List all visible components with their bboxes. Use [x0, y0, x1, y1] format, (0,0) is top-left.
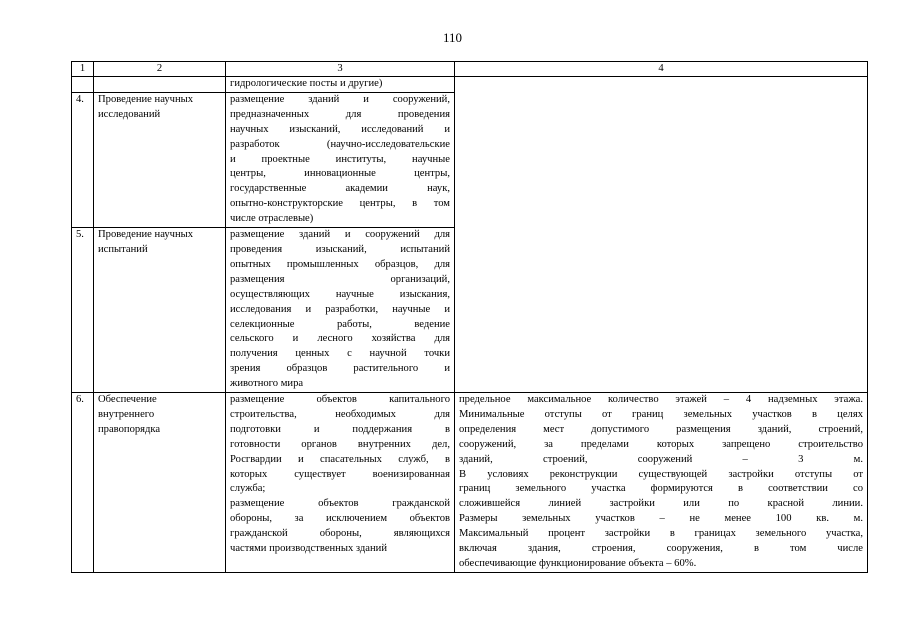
text-line: сложившейся линией застройки или по красной линии. [459, 498, 863, 510]
text-line: сооружений, за пределами которых запрещено строительство [459, 438, 863, 450]
text-line: Росгвардии и спасательных служб, в [230, 453, 450, 465]
text-line: проведения изысканий, испытаний [230, 243, 450, 255]
text-line: границ земельного участка формируются в соответствии со [459, 483, 863, 495]
text-line: обеспечивающие функционирование объекта – 60%. [459, 558, 697, 569]
text-line: исследований [98, 108, 161, 120]
cell-name [94, 92, 226, 227]
text-line: Размеры земельных участков – не менее 100 кв. м. [459, 513, 863, 525]
cell-description: гидрологические посты и другие) [226, 77, 455, 93]
table-row-continuation [72, 77, 868, 93]
text-line: центры, инновационные центры, [230, 168, 450, 180]
text-line: служба; [230, 483, 266, 495]
text-line: которых существует военизированная [230, 468, 450, 480]
text-line: зданий, строений, сооружений – 3 м. [459, 453, 863, 465]
text-line: научных изысканий, исследований и [230, 123, 450, 135]
cell-description [226, 393, 455, 573]
text-line: предельное максимальное количество этажей – 4 надземных этажа. [459, 394, 863, 406]
cell-number: 5. [72, 228, 94, 393]
text-line: внутреннего [98, 408, 155, 420]
text-line: частями производственных зданий [230, 543, 388, 555]
cell-description [226, 92, 455, 227]
text-line: селекционные работы, ведение [230, 318, 450, 330]
text-line: включая здания, строения, сооружения, в том числе [459, 543, 863, 555]
text-line: зрения образцов растительного и [230, 363, 450, 375]
text-line: размещение зданий и сооружений, [230, 93, 450, 105]
text-line: животного мира [230, 378, 304, 390]
text-line: подготовки и поддержания в [230, 423, 450, 435]
cell-number [72, 77, 94, 93]
text-line: размещение объектов капитального [230, 394, 450, 406]
column-header-3: 3 [226, 62, 455, 77]
text-line: размещение объектов гражданской [230, 498, 450, 510]
text-line: правопорядка [98, 423, 161, 435]
text-line: получения ценных с научной точки [230, 348, 450, 360]
cell-name [94, 393, 226, 573]
cell-description [226, 228, 455, 393]
text-line: числе отраслевые) [230, 213, 314, 225]
text-line: Проведение научных [98, 229, 194, 241]
text-line: строительства, необходимых для [230, 408, 450, 420]
cell-number: 6. [72, 393, 94, 573]
text-line: Максимальный процент застройки в границах земельного участка, [459, 528, 863, 540]
table-header-row [72, 62, 868, 77]
text-line: гражданской обороны, являющихся [230, 528, 450, 540]
text-line: Обеспечение [98, 394, 157, 406]
text-line: предназначенных для проведения [230, 108, 450, 120]
page-number: 110 [442, 30, 463, 45]
text-line: осуществляющих научные изыскания, [230, 288, 450, 300]
text-line: разработок (научно-исследовательские [230, 138, 450, 150]
text-line: определения мест допустимого размещения зданий, строений, [459, 423, 863, 435]
text-line: опытных промышленных образцов, для [230, 258, 450, 270]
cell-name [94, 77, 226, 93]
text-line: Минимальные отступы от границ земельных участков в целях [459, 408, 863, 420]
land-use-table [71, 61, 868, 573]
text-line: обороны, за исключением объектов [230, 513, 450, 525]
text-line: и проектные институты, научные [230, 153, 450, 165]
text-line: опытно-конструкторские центры, в том [230, 198, 450, 210]
text-line: исследования и разработки, научные и [230, 303, 450, 315]
column-header-2: 2 [94, 62, 226, 77]
cell-parameters [455, 393, 868, 573]
text-line: Проведение научных [98, 93, 194, 105]
text-line: размещение зданий и сооружений для [230, 229, 450, 241]
cell-parameters [455, 77, 868, 393]
text-line: В условиях реконструкции существующей застройки отступы от [459, 468, 863, 480]
cell-name [94, 228, 226, 393]
table-row [72, 393, 868, 573]
text-line: размещения организаций, [230, 273, 450, 285]
text-line: государственные академии наук, [230, 183, 450, 195]
column-header-4: 4 [455, 62, 868, 77]
column-header-1: 1 [72, 62, 94, 77]
text-line: готовности органов внутренних дел, [230, 438, 450, 450]
text-line: испытаний [98, 243, 148, 255]
text-line: сельского и лесного хозяйства для [230, 333, 450, 345]
cell-number: 4. [72, 92, 94, 227]
